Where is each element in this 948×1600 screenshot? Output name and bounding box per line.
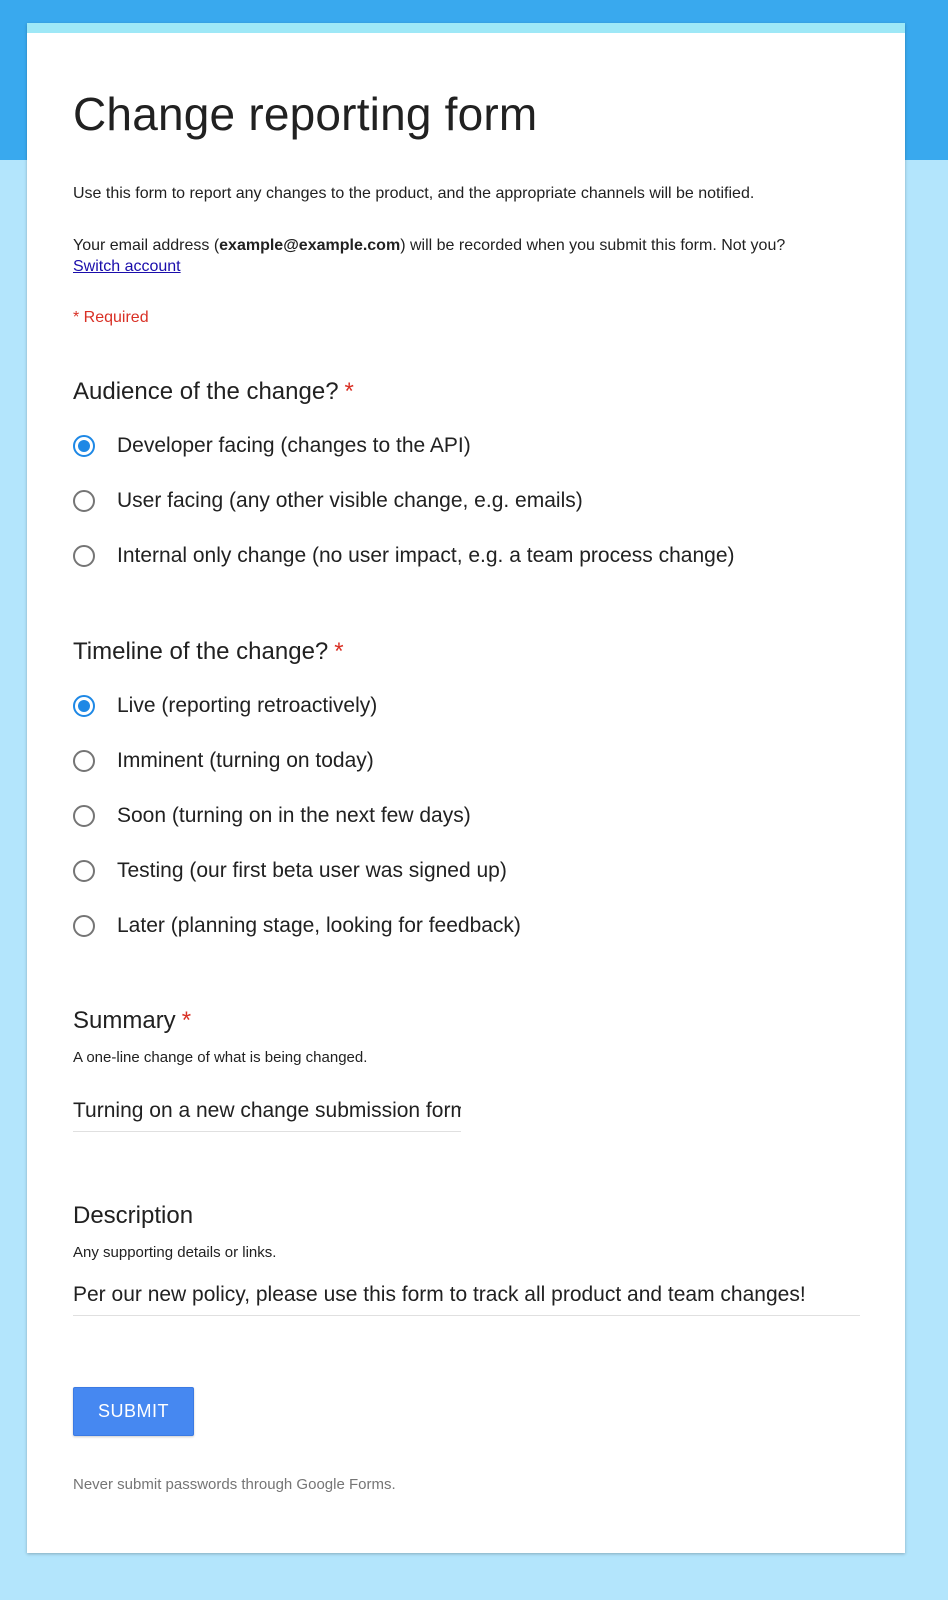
radio-option-later[interactable] — [73, 911, 521, 941]
submit-button[interactable]: SUBMIT — [73, 1387, 194, 1436]
radio-button[interactable] — [73, 860, 95, 882]
radio-button[interactable] — [73, 490, 95, 512]
question-timeline-title — [73, 638, 344, 666]
email-notice — [73, 237, 785, 255]
form-description: Use this form to report any changes to the product, and the appropriate channels will be notified. — [73, 185, 755, 202]
question-audience-title — [73, 378, 354, 406]
email-notice-prefix: Your email address ( — [73, 237, 220, 254]
switch-account-link[interactable]: Switch account — [73, 258, 181, 275]
summary-input[interactable] — [73, 1096, 461, 1132]
option-label: Later (planning stage, looking for feedback) — [117, 914, 521, 937]
required-star: * — [334, 638, 344, 665]
email-notice-suffix: ) will be recorded when you submit this form. Not you? — [400, 237, 786, 254]
option-label: Internal only change (no user impact, e.g. a team process change) — [117, 544, 735, 567]
option-label: Live (reporting retroactively) — [117, 694, 378, 717]
user-email: example@example.com — [219, 237, 401, 254]
radio-option-testing[interactable] — [73, 856, 507, 886]
radio-button-checked[interactable] — [73, 695, 95, 717]
question-description-label: Description — [73, 1202, 194, 1229]
required-star: * — [181, 1007, 192, 1034]
question-description-title — [73, 1202, 193, 1230]
option-label: User facing (any other visible change, e.g. emails) — [117, 489, 583, 512]
option-label: Testing (our first beta user was signed up) — [117, 859, 507, 882]
required-star: * — [344, 378, 354, 405]
radio-option-soon[interactable] — [73, 801, 471, 831]
required-note: * Required — [73, 309, 149, 326]
radio-option-imminent[interactable] — [73, 746, 374, 776]
radio-option-internal-only[interactable] — [73, 541, 735, 571]
radio-option-user-facing[interactable] — [73, 486, 583, 516]
question-summary-help: A one-line change of what is being changed. — [73, 1049, 368, 1066]
option-label: Imminent (turning on today) — [117, 749, 374, 772]
radio-button[interactable] — [73, 915, 95, 937]
radio-button[interactable] — [73, 545, 95, 567]
question-summary-title — [73, 1007, 191, 1035]
radio-button[interactable] — [73, 750, 95, 772]
question-summary-label: Summary — [73, 1007, 176, 1034]
radio-option-live[interactable] — [73, 691, 377, 721]
question-audience-label: Audience of the change? — [73, 378, 339, 405]
option-label: Developer facing (changes to the API) — [117, 434, 471, 457]
question-timeline-label: Timeline of the change? — [73, 638, 329, 665]
option-label: Soon (turning on in the next few days) — [117, 804, 471, 827]
radio-button-checked[interactable] — [73, 435, 95, 457]
form-card — [27, 23, 905, 1553]
password-warning: Never submit passwords through Google Forms. — [73, 1476, 396, 1493]
radio-option-developer-facing[interactable] — [73, 431, 471, 461]
description-input[interactable] — [73, 1280, 860, 1316]
form-title: Change reporting form — [73, 88, 538, 140]
question-description-help: Any supporting details or links. — [73, 1244, 277, 1261]
radio-button[interactable] — [73, 805, 95, 827]
